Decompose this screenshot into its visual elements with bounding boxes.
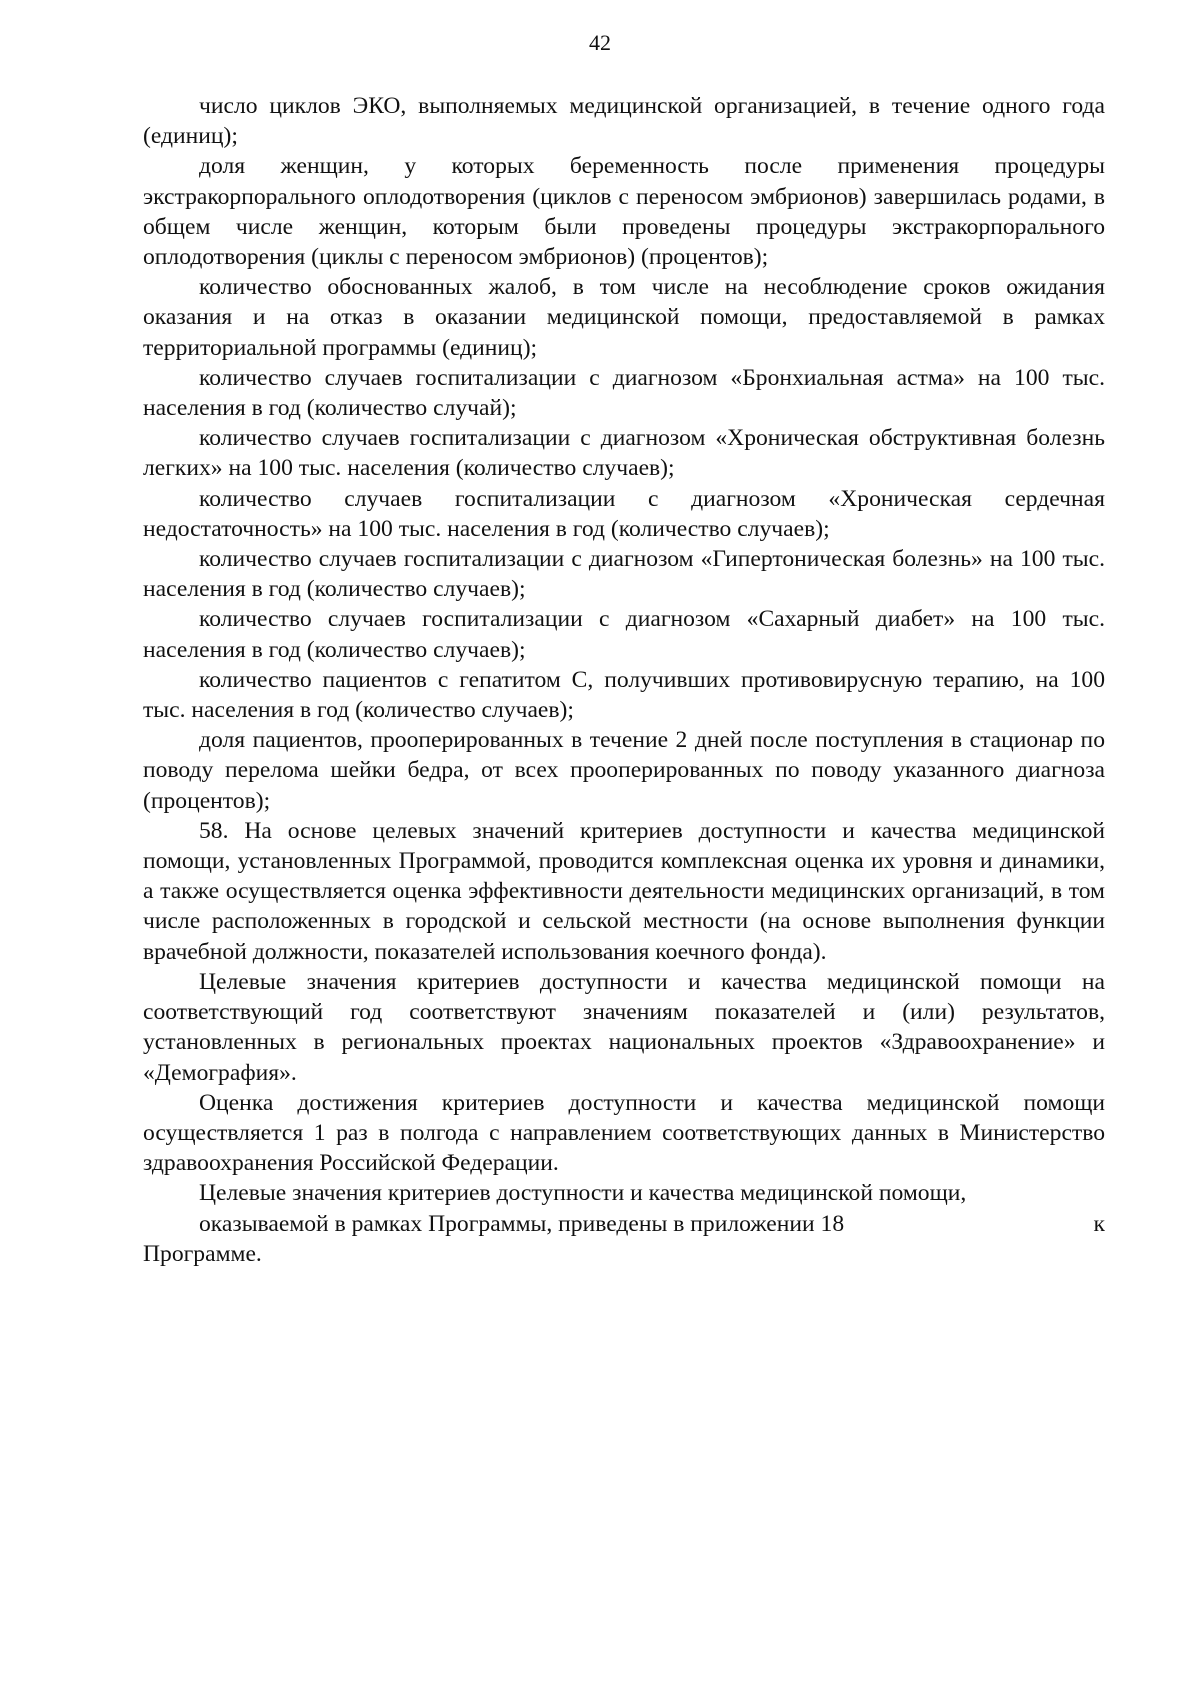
paragraph-section-58: 58. На основе целевых значений критериев доступности и качества медицинской помощи, установленных Программой, проводится комплексная оценка их уровня и динамики, а также осуществляется оценка эффективности деятельности медицинских организаций, в том числе расположенных в городской и сельской местности (на основе выполнения функции врачебной должности, показателей использования коечного фонда). — [143, 817, 1105, 965]
paragraph-hip-fracture-surgery: доля пациентов, прооперированных в течение 2 дней после поступления в стационар по поводу перелома шейки бедра, от всех прооперированных по поводу указанного диагноза (процентов); — [143, 727, 1105, 814]
paragraph-ivf-births-share: доля женщин, у которых беременность после применения процедуры экстракорпорального оплодотворения (циклов с переносом эмбрионов) завершилась родами, в общем числе женщин, которым были проведены процедуры экстракорпорального оплодотворения (циклы с переносом эмбрионов) (процентов); — [143, 153, 1105, 271]
document-body — [143, 91, 1105, 1269]
paragraph-hypertension-hospitalization: количество случаев госпитализации с диагнозом «Гипертоническая болезнь» на 100 тыс. населения в год (количество случаев); — [143, 546, 1105, 603]
paragraph-asthma-hospitalization: количество случаев госпитализации с диагнозом «Бронхиальная астма» на 100 тыс. населения в год (количество случай); — [143, 364, 1105, 422]
appendix-reference-line-2 — [87, 1209, 1105, 1239]
paragraph-ivf-cycles: число циклов ЭКО, выполняемых медицинской организацией, в течение одного года (единиц); — [143, 93, 1105, 150]
appendix-reference-line-1: Целевые значения критериев доступности и качества медицинской помощи, — [199, 1180, 967, 1207]
appendix-reference-line-3: Программе. — [143, 1240, 262, 1267]
appendix-reference-line-2-right: к — [1093, 1210, 1105, 1237]
page-number: 42 — [589, 30, 611, 55]
paragraph-assessment-frequency: Оценка достижения критериев доступности и качества медицинской помощи осуществляется 1 раз в полгода с направлением соответствующих данных в Министерство здравоохранения Российской Федерации. — [143, 1089, 1105, 1177]
paragraph-hepatitis-c-therapy: количество пациентов с гепатитом С, получивших противовирусную терапию, на 100 тыс. населения в год (количество случаев); — [143, 666, 1105, 724]
paragraph-complaints: количество обоснованных жалоб, в том числе на несоблюдение сроков ожидания оказания и на отказ в оказании медицинской помощи, предоставляемой в рамках территориальной программы (единиц); — [143, 274, 1105, 361]
paragraph-target-values: Целевые значения критериев доступности и качества медицинской помощи на соответствующий год соответствуют значениям показателей и (или) результатов, установленных в региональных проектах национальных проектов «Здравоохранение» и «Демография». — [143, 968, 1105, 1086]
paragraph-diabetes-hospitalization: количество случаев госпитализации с диагнозом «Сахарный диабет» на 100 тыс. населения в год (количество случаев); — [143, 606, 1105, 663]
paragraph-appendix-reference — [143, 1178, 1105, 1269]
paragraph-copd-hospitalization: количество случаев госпитализации с диагнозом «Хроническая обструктивная болезнь легких» на 100 тыс. населения (количество случаев); — [143, 425, 1105, 482]
appendix-reference-line-2-left: оказываемой в рамках Программы, приведены в приложении 18 — [199, 1210, 845, 1237]
paragraph-heart-failure-hospitalization: количество случаев госпитализации с диагнозом «Хроническая сердечная недостаточность» на 100 тыс. населения в год (количество случаев); — [143, 485, 1105, 542]
